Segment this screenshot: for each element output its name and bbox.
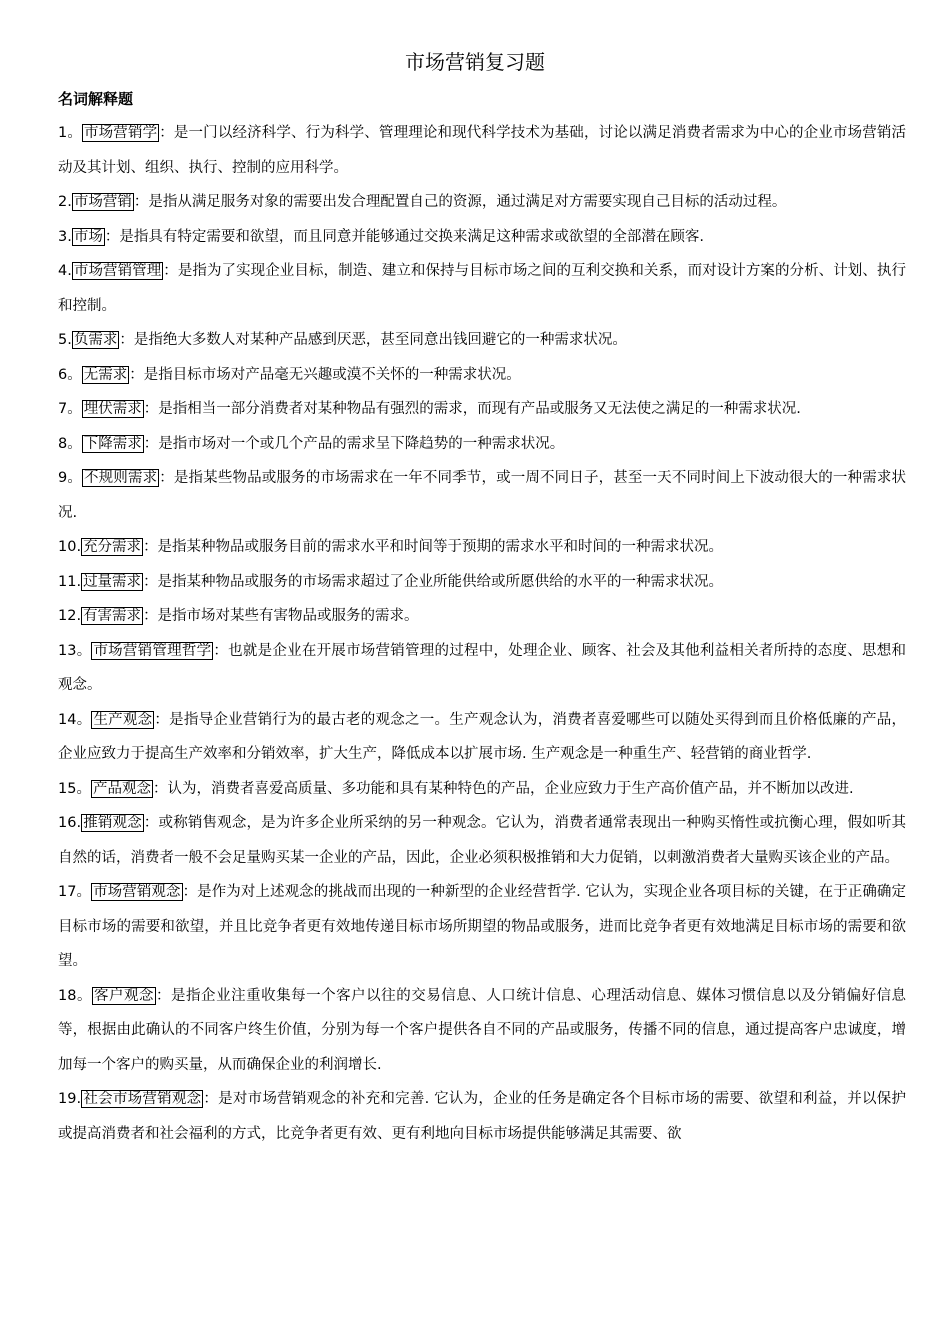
entry-definition: ：是指某些物品或服务的市场需求在一年不同季节，或一周不同日子，甚至一天不同时间上下波动很大的一种需求状况. [58, 470, 906, 521]
definition-entry [58, 806, 906, 875]
boxed-term: 市场营销观念 [93, 884, 181, 900]
boxed-term: 市场营销学 [84, 125, 158, 141]
boxed-term: 充分需求 [83, 539, 142, 555]
entry-definition: ：是指为了实现企业目标，制造、建立和保持与目标市场之间的互利交换和关系，而对设计方案的分析、计划、执行和控制。 [58, 263, 906, 314]
entry-definition: ：是对市场营销观念的补充和完善. 它认为，企业的任务是确定各个目标市场的需要、欲望和利益，并以保护或提高消费者和社会福利的方式，比竞争者更有效、更有利地向目标市场提供能够满足其需要、欲 [58, 1091, 907, 1142]
entry-definition: ：是指市场对某些有害物品或服务的需求。 [143, 608, 419, 624]
boxed-term: 负需求 [73, 332, 118, 348]
definition-entry [58, 358, 906, 393]
entry-number: 5. [58, 332, 72, 348]
definition-entry [58, 565, 906, 600]
entry-number: 18。 [58, 987, 92, 1004]
definition-entry [58, 703, 906, 772]
entry-definition: ：是指相当一部分消费者对某种物品有强烈的需求，而现有产品或服务又无法使之满足的一种需求状况. [143, 401, 801, 417]
entry-number: 8。 [58, 435, 82, 452]
definition-entry [58, 979, 906, 1083]
boxed-term: 客户观念 [93, 987, 155, 1004]
entry-definition: ：也就是企业在开展市场营销管理的过程中，处理企业、顾客、社会及其他利益相关者所持的态度、思想和观念。 [58, 642, 906, 693]
entry-number: 16. [58, 815, 82, 831]
definition-entry [58, 530, 906, 565]
entry-definition: ：是指目标市场对产品毫无兴趣或漠不关怀的一种需求状况。 [129, 366, 521, 383]
entry-definition: ：是指市场对一个或几个产品的需求呈下降趋势的一种需求状况。 [143, 435, 565, 452]
boxed-term: 无需求 [83, 366, 128, 383]
entry-definition: ：是一门以经济科学、行为科学、管理理论和现代科学技术为基础，讨论以满足消费者需求为中心的企业市场营销活动及其计划、组织、执行、控制的应用科学。 [58, 125, 906, 176]
entry-number: 3. [58, 228, 72, 245]
entry-number: 10. [58, 539, 82, 555]
entry-definition: ：是指绝大多数人对某种产品感到厌恶，甚至同意出钱回避它的一种需求状况。 [119, 332, 627, 348]
definition-entry [58, 323, 906, 358]
boxed-term: 产品观念 [92, 780, 151, 797]
section-heading: 名词解释题 [58, 90, 134, 108]
boxed-term: 推销观念 [83, 815, 142, 831]
definition-entry [58, 254, 906, 323]
definition-entry [58, 185, 906, 220]
entry-definition: ：是指某种物品或服务目前的需求水平和时间等于预期的需求水平和时间的一种需求状况。 [143, 539, 724, 555]
entry-number: 7。 [58, 401, 82, 417]
definition-entry [58, 772, 906, 807]
boxed-term: 市场营销管理哲学 [93, 642, 212, 659]
entry-definition: ：是指企业注重收集每一个客户以往的交易信息、人口统计信息、心理活动信息、媒体习惯信息以及分销偏好信息等，根据由此确认的不同客户终生价值，分别为每一个客户提供各自不同的产品或服务，传播不同的信息，通过提高客户忠诚度，增加每一个客户的购买量，从而确保企业的利润增长. [58, 987, 907, 1073]
boxed-term: 过量需求 [83, 573, 142, 590]
definition-entry [58, 427, 906, 462]
definition-entry [58, 392, 906, 427]
entry-number: 13。 [58, 642, 92, 659]
entry-definition: ：是指从满足服务对象的需要出发合理配置自己的资源，通过满足对方需要实现自己目标的活动过程。 [133, 194, 787, 210]
entry-number: 9。 [58, 470, 83, 486]
entry-definition: ：认为，消费者喜爱高质量、多功能和具有某种特色的产品，企业应致力于生产高价值产品，并不断加以改进. [152, 780, 854, 797]
boxed-term: 埋伏需求 [83, 401, 142, 417]
entry-number: 15。 [58, 780, 91, 797]
definition-list [58, 116, 906, 1151]
definition-entry [58, 875, 906, 979]
boxed-term: 生产观念 [93, 711, 153, 728]
boxed-term: 社会市场营销观念 [83, 1091, 202, 1107]
entry-definition: ：是指具有特定需要和欲望，而且同意并能够通过交换来满足这种需求或欲望的全部潜在顾客. [104, 228, 704, 245]
boxed-term: 下降需求 [83, 435, 142, 452]
definition-entry [58, 220, 906, 255]
boxed-term: 市场营销管理 [73, 263, 162, 279]
entry-definition: ：是作为对上述观念的挑战而出现的一种新型的企业经营哲学. 它认为，实现企业各项目标的关键，在于正确确定目标市场的需要和欲望，并且比竞争者更有效地传递目标市场所期望的物品或服务，进而比竞争者更有效地满足目标市场的需要和欲望。 [58, 884, 907, 969]
boxed-term: 市场营销 [73, 194, 132, 210]
document-title: 市场营销复习题 [405, 50, 545, 74]
entry-number: 17。 [58, 884, 92, 900]
definition-entry [58, 599, 906, 634]
entry-definition: ：是指某种物品或服务的市场需求超过了企业所能供给或所愿供给的水平的一种需求状况。 [143, 573, 724, 590]
entry-number: 12. [58, 608, 82, 624]
entry-number: 4. [58, 263, 72, 279]
boxed-term: 有害需求 [83, 608, 142, 624]
entry-number: 6。 [58, 366, 82, 383]
entry-definition: ：或称销售观念，是为许多企业所采纳的另一种观念。它认为，消费者通常表现出一种购买惰性或抗衡心理，假如听其自然的话，消费者一般不会足量购买某一企业的产品，因此，企业必须积极推销和大力促销，以刺激消费者大量购买该企业的产品。 [58, 815, 907, 866]
entry-number: 19. [58, 1091, 82, 1107]
boxed-term: 市场 [73, 228, 103, 245]
entry-number: 14。 [58, 711, 92, 728]
definition-entry [58, 634, 906, 703]
definition-entry [58, 1082, 906, 1151]
definition-entry [58, 116, 906, 185]
definition-entry [58, 461, 906, 530]
entry-number: 1。 [58, 125, 83, 141]
boxed-term: 不规则需求 [84, 470, 158, 486]
entry-number: 11. [58, 573, 82, 590]
entry-definition: ：是指导企业营销行为的最古老的观念之一。生产观念认为，消费者喜爱哪些可以随处买得到而且价格低廉的产品，企业应致力于提高生产效率和分销效率，扩大生产，降低成本以扩展市场. 生产观念是一种重生产、轻营销的商业哲学. [58, 711, 906, 762]
entry-number: 2. [58, 194, 72, 210]
